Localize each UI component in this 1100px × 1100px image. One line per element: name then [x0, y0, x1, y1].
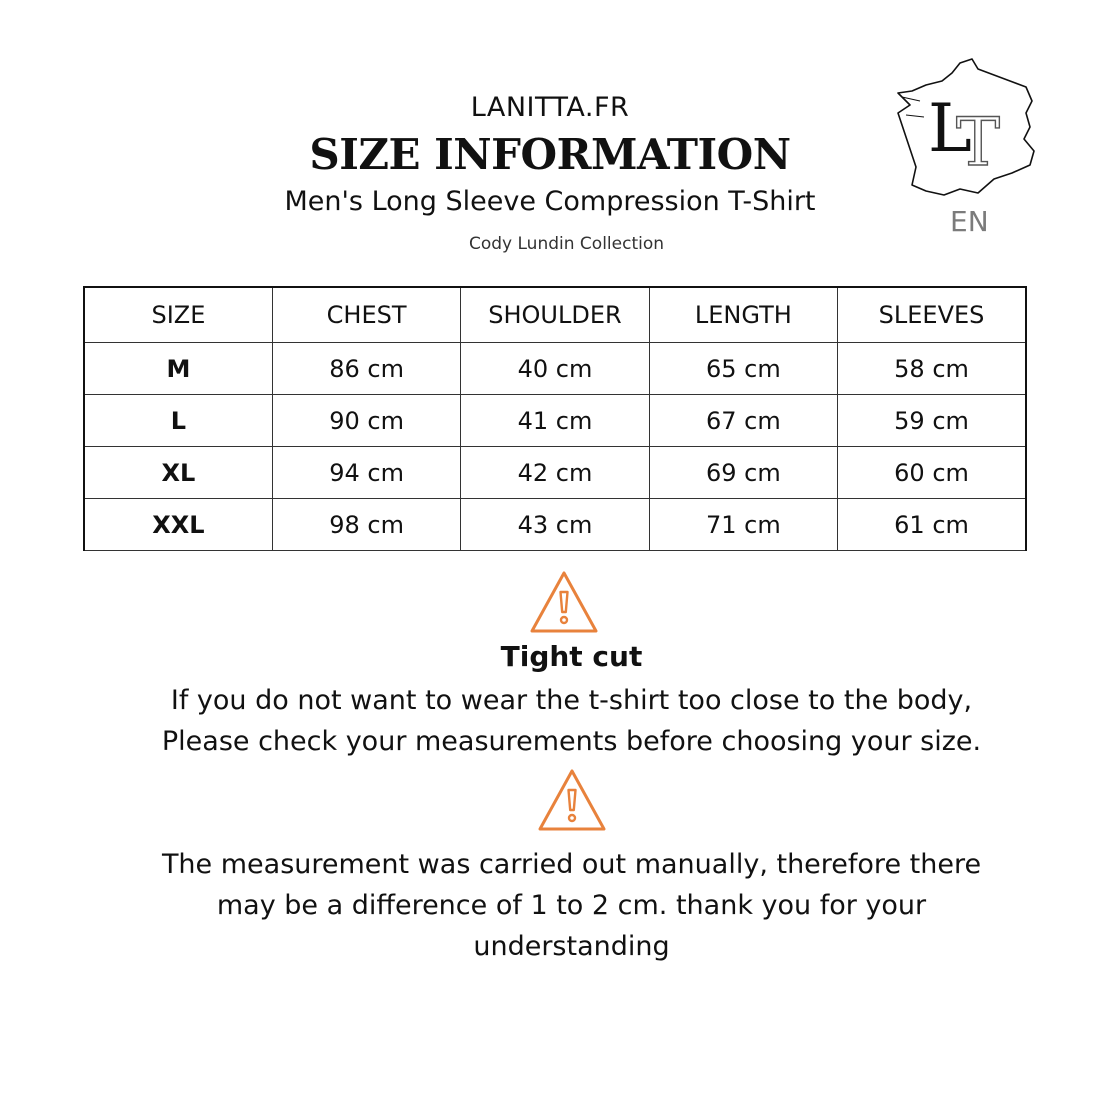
warning-icon — [537, 768, 607, 832]
sleeves-cell: 58 cm — [838, 343, 1026, 395]
header-shoulder: SHOULDER — [461, 287, 649, 343]
size-cell: M — [84, 343, 272, 395]
note-line: may be a difference of 1 to 2 cm. thank you for your — [216, 890, 927, 921]
tight-cut-note — [0, 680, 1100, 762]
length-cell: 69 cm — [649, 447, 837, 499]
shoulder-cell: 40 cm — [461, 343, 649, 395]
note-line: If you do not want to wear the t-shirt too close to the body, — [170, 685, 973, 716]
table-row — [84, 499, 1026, 551]
warning-icon — [529, 570, 599, 634]
site-name: LANITTA.FR — [470, 92, 630, 123]
page-title: SIZE INFORMATION — [309, 130, 791, 179]
length-cell: 71 cm — [649, 499, 837, 551]
language-label: EN — [950, 205, 989, 238]
tight-cut-title: Tight cut — [500, 640, 643, 673]
product-name: Men's Long Sleeve Compression T-Shirt — [284, 186, 816, 217]
chest-cell: 98 cm — [272, 499, 460, 551]
france-map-lt-logo-icon — [890, 55, 1040, 200]
table-row — [84, 395, 1026, 447]
shoulder-cell: 42 cm — [461, 447, 649, 499]
shoulder-cell: 41 cm — [461, 395, 649, 447]
size-table — [83, 286, 1027, 551]
length-cell: 67 cm — [649, 395, 837, 447]
manual-measurement-note — [0, 844, 1100, 967]
size-cell: XXL — [84, 499, 272, 551]
table-header-row — [84, 287, 1026, 343]
header-length: LENGTH — [649, 287, 837, 343]
chest-cell: 86 cm — [272, 343, 460, 395]
table-row — [84, 447, 1026, 499]
sleeves-cell: 59 cm — [838, 395, 1026, 447]
sleeves-cell: 60 cm — [838, 447, 1026, 499]
note-line: Please check your measurements before choosing your size. — [161, 726, 982, 757]
sleeves-cell: 61 cm — [838, 499, 1026, 551]
header-chest: CHEST — [272, 287, 460, 343]
chest-cell: 90 cm — [272, 395, 460, 447]
table-row — [84, 343, 1026, 395]
size-cell: L — [84, 395, 272, 447]
svg-text:T: T — [956, 104, 1001, 181]
svg-text:L: L — [928, 90, 972, 167]
collection-name: Cody Lundin Collection — [468, 234, 665, 254]
header-size: SIZE — [84, 287, 272, 343]
chest-cell: 94 cm — [272, 447, 460, 499]
size-cell: XL — [84, 447, 272, 499]
note-line: The measurement was carried out manually, therefore there — [161, 849, 982, 880]
shoulder-cell: 43 cm — [461, 499, 649, 551]
header-sleeves: SLEEVES — [838, 287, 1026, 343]
note-line: understanding — [473, 931, 670, 962]
length-cell: 65 cm — [649, 343, 837, 395]
